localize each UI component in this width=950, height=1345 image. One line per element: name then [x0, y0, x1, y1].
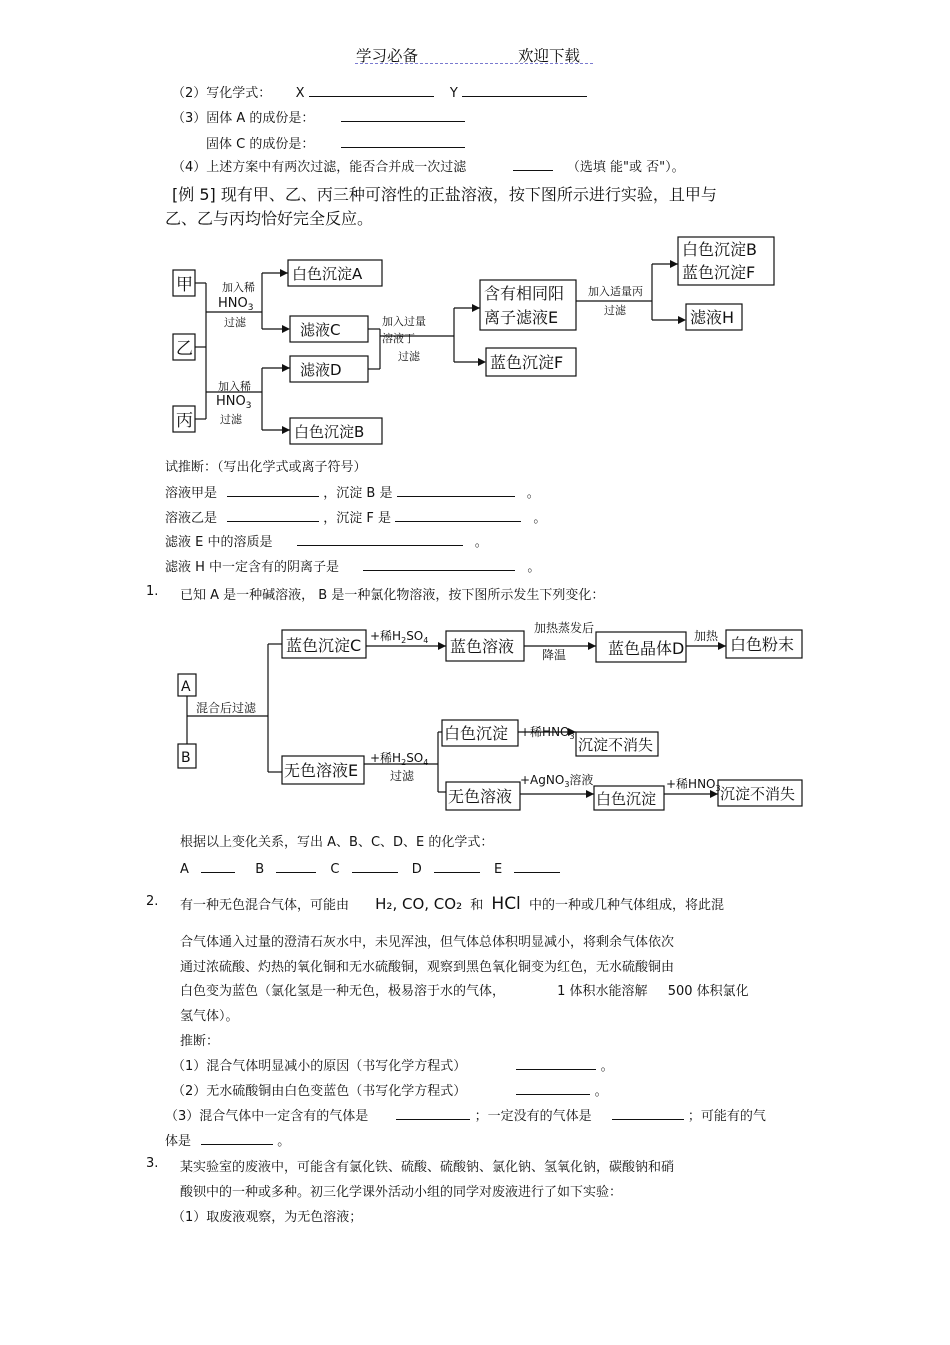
q3-line1: 某实验室的废液中，可能含有氯化铁、硫酸、硫酸钠、氯化钠、氢氧化钠，碳酸钠和硝	[180, 1160, 675, 1175]
op2-line2: $HNO_3$	[216, 394, 252, 411]
q3-line2: 酸钡中的一种或多种。初三化学课外活动小组的同学对废液进行了如下实验：	[180, 1185, 623, 1200]
answer-blank-yi[interactable]	[227, 507, 319, 522]
text-blue-solution: 蓝色溶液	[450, 637, 515, 656]
q2-sub1	[172, 1055, 614, 1074]
answer-blank-must-not[interactable]	[612, 1105, 684, 1120]
op-hno3-2: +稀$HNO_3$	[666, 777, 721, 793]
label-answer-a: A	[180, 862, 189, 877]
text-colorless-2: 无色溶液	[448, 787, 513, 806]
op-evaporate: 加热蒸发后	[534, 621, 595, 635]
infer-row-1	[165, 482, 540, 501]
q1-ask: 根据以上变化关系，写出 A、B、C、D、E 的化学式：	[180, 835, 494, 850]
answer-blank-must-have[interactable]	[396, 1105, 470, 1120]
text-white-powder: 白色粉末	[730, 635, 795, 654]
op1-line2: $HNO_3$	[218, 296, 254, 313]
q1-text: 已知 A 是一种碱溶液， B 是一种氯化物溶液，按下图所示发生下列变化：	[180, 588, 605, 603]
text-filtrate-e-line1: 含有相同阳	[484, 284, 565, 303]
q1-flow-diagram	[170, 612, 820, 817]
text-no-dissolve-2: 沉淀不消失	[720, 785, 796, 803]
label-answer-e: E	[494, 862, 503, 877]
op3-line3: 过滤	[398, 350, 420, 363]
q2-line3: 通过浓硫酸、灼热的氧化铜和无水硫酸铜，观察到黑色氧化铜变为红色，无水硫酸铜由	[180, 960, 675, 975]
q2-line4-a: 白色变为蓝色（氯化氢是一种无色，极易溶于水的气体，	[180, 984, 506, 999]
infer-title: 试推断：（写出化学式或离子符号）	[165, 460, 367, 475]
q2-sub1-end: 。	[600, 1059, 614, 1074]
q2-line1-end: 中的一种或几种气体组成，将此混	[528, 898, 724, 913]
q2-line4-c: 500 体积氯化	[667, 984, 749, 999]
q2-sub3-a: （3）混合气体中一定含有的气体是	[165, 1109, 369, 1124]
label-yi: 乙	[176, 339, 193, 359]
op1-line1: 加入稀	[222, 281, 255, 294]
answer-blank-jia[interactable]	[227, 482, 319, 497]
op-cool: 降温	[542, 648, 567, 662]
q2-sub1-text: （1）混合气体明显减小的原因（书写化学方程式）	[172, 1059, 467, 1074]
label-a: A	[181, 679, 191, 695]
text-white-ppt-a: 白色沉淀A	[292, 265, 363, 283]
answer-blank-ppt-f[interactable]	[395, 507, 521, 522]
q1-number: 1.	[146, 584, 159, 599]
answer-blank-equation-2[interactable]	[516, 1080, 590, 1095]
q2-hcl: HCl	[491, 894, 521, 914]
infer-end-4: 。	[527, 560, 541, 575]
header-left: 学习必备	[356, 47, 419, 65]
text-white-ppt-2: 白色沉淀	[596, 790, 657, 808]
op4-line2: 过滤	[604, 304, 626, 317]
q3-label: （3）固体 A 的成份是：	[172, 111, 315, 126]
infer-row-2	[165, 507, 546, 526]
answer-blank-c[interactable]	[352, 858, 398, 873]
q2-label: （2）写化学式：	[172, 86, 272, 101]
q2-sub3-d: 体是	[165, 1134, 192, 1149]
op-filter: 过滤	[390, 769, 415, 783]
text-white-ppt-1: 白色沉淀	[444, 724, 509, 743]
q3-number: 3.	[146, 1156, 159, 1171]
label-b: B	[181, 750, 191, 766]
text-filtrate-e-line2: 离子滤液E	[484, 308, 559, 327]
answer-blank-b[interactable]	[276, 858, 316, 873]
label-answer-d: D	[411, 862, 422, 877]
op-agno3: +AgNO$_3$溶液	[520, 773, 594, 789]
answer-blank-a[interactable]	[201, 858, 235, 873]
q1-answer-row	[180, 858, 560, 877]
op-hno3-1: +稀$HNO_3$	[520, 725, 575, 741]
q3b-line	[206, 133, 465, 152]
op-h2so4-2: +稀$H_2SO_4$	[370, 751, 429, 767]
label-bing: 丙	[176, 411, 193, 431]
label-answer-c: C	[330, 862, 340, 877]
infer-end-1: 。	[526, 486, 540, 501]
infer-label-e: 滤液 E 中的溶质是	[165, 535, 273, 550]
answer-blank-may-have[interactable]	[201, 1130, 273, 1145]
text-blue-ppt-c: 蓝色沉淀C	[286, 636, 362, 655]
text-blue-ppt-f: 蓝色沉淀F	[490, 353, 564, 372]
op4-line1: 加入适量丙	[588, 285, 643, 298]
infer-label-h: 滤液 H 中一定含有的阴离子是	[165, 560, 340, 575]
op3-line1: 加入过量	[382, 315, 426, 328]
q2-line1-start: 有一种无色混合气体，可能由	[180, 898, 350, 913]
q4-text: （4）上述方案中有两次过滤，能否合并成一次过滤	[172, 160, 467, 175]
text-white-ppt-b2: 白色沉淀B	[682, 240, 757, 259]
q2-line	[172, 82, 587, 101]
answer-blank-equation-1[interactable]	[516, 1055, 596, 1070]
q2-line2: 合气体通入过量的澄清石灰水中，未见浑浊，但气体总体积明显减小，将剩余气体依次	[180, 935, 675, 950]
text-filtrate-h: 滤液H	[690, 308, 735, 327]
q2-x-label: X	[295, 86, 305, 101]
text-filtrate-d: 滤液D	[300, 361, 342, 379]
q3-line3: （1）取废液观察，为无色溶液；	[172, 1210, 363, 1225]
q2-formula: H₂, CO, CO₂	[375, 895, 463, 913]
q2-sub2-end: 。	[594, 1084, 608, 1099]
op2-line1: 加入稀	[218, 380, 251, 393]
op3-line2: 溶液丁	[382, 332, 415, 345]
op2-line3: 过滤	[220, 413, 242, 426]
text-blue-crystal-d: 蓝色晶体D	[608, 639, 685, 658]
q2-sub3-cont	[165, 1130, 290, 1149]
q4-hint: （选填 能"或 否"）。	[566, 160, 685, 175]
answer-blank-y[interactable]	[462, 82, 587, 97]
text-white-ppt-b: 白色沉淀B	[294, 423, 365, 441]
infer-label-jia: 溶液甲是	[165, 486, 218, 501]
example5-line1: [例 5] 现有甲、乙、丙三种可溶性的正盐溶液，按下图所示进行实验，且甲与	[172, 185, 717, 204]
infer-label-ppt-f: ，沉淀 F 是	[323, 511, 392, 526]
op-heat: 加热	[694, 629, 719, 643]
answer-blank-merge[interactable]	[513, 156, 553, 171]
text-blue-ppt-f2: 蓝色沉淀F	[682, 263, 756, 282]
example5-flow-diagram	[160, 232, 800, 452]
q2-y-label: Y	[449, 86, 458, 101]
infer-end-3: 。	[474, 535, 488, 550]
label-jia: 甲	[176, 275, 193, 295]
op-mix-filter: 混合后过滤	[196, 701, 257, 715]
q2-line4	[180, 980, 749, 999]
header-right: 欢迎下载	[518, 47, 581, 65]
q2-sub2-text: （2）无水硫酸铜由白色变蓝色（书写化学方程式）	[172, 1084, 467, 1099]
q3-line	[172, 107, 465, 126]
answer-blank-solid-a[interactable]	[341, 107, 465, 122]
q2-line6: 推断：	[180, 1034, 220, 1049]
q2-line5: 氢气体）。	[180, 1009, 239, 1024]
q2-sub2	[172, 1080, 608, 1099]
q2-sub3	[165, 1105, 766, 1124]
q2-and: 和	[470, 898, 484, 913]
infer-row-3	[165, 531, 488, 550]
q2-sub3-c: ；可能有的气	[687, 1109, 766, 1124]
q2-sub3-end: 。	[277, 1134, 291, 1149]
op-h2so4-1: +稀$H_2SO_4$	[370, 629, 429, 645]
infer-row-4	[165, 556, 540, 575]
label-answer-b: B	[255, 862, 265, 877]
answer-blank-d[interactable]	[434, 858, 480, 873]
answer-blank-e-formula[interactable]	[514, 858, 560, 873]
q2-sub3-b: ；一定没有的气体是	[474, 1109, 592, 1124]
q3b-label: 固体 C 的成份是：	[206, 137, 315, 152]
answer-blank-x[interactable]	[309, 82, 434, 97]
infer-end-2: 。	[533, 511, 547, 526]
q2-line1	[180, 894, 724, 914]
infer-label-ppt-b: ，沉淀 B 是	[323, 486, 393, 501]
infer-label-yi: 溶液乙是	[165, 511, 218, 526]
q2-line4-b: 1 体积水能溶解	[557, 984, 648, 999]
op1-line3: 过滤	[224, 316, 246, 329]
answer-blank-ppt-b[interactable]	[397, 482, 515, 497]
answer-blank-h[interactable]	[363, 556, 515, 571]
text-filtrate-c: 滤液C	[300, 321, 341, 339]
q4-line	[172, 156, 685, 175]
text-no-dissolve-1: 沉淀不消失	[578, 736, 654, 754]
answer-blank-solid-c[interactable]	[341, 133, 465, 148]
header-divider	[355, 63, 593, 64]
answer-blank-e[interactable]	[297, 531, 463, 546]
text-colorless-e: 无色溶液E	[284, 761, 359, 780]
q2-number: 2.	[146, 894, 159, 909]
example5-line2: 乙、乙与丙均恰好完全反应。	[165, 209, 374, 228]
